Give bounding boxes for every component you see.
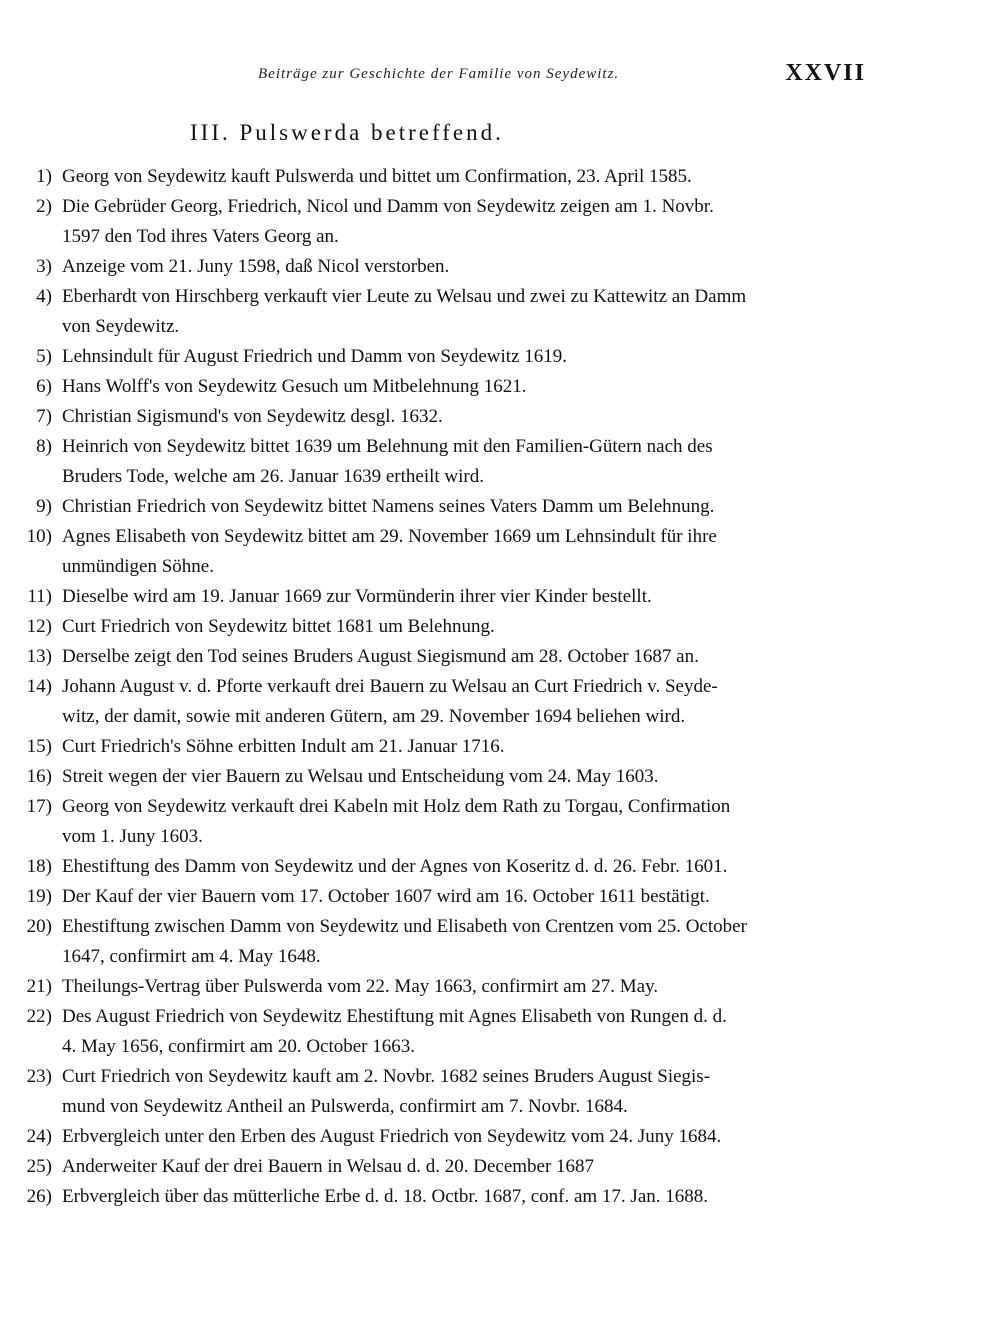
entry-number: 23) [26, 1066, 52, 1087]
entry-number: 11) [27, 586, 52, 607]
entry-text [62, 282, 866, 342]
entry-text [62, 162, 866, 192]
entry-text [62, 402, 866, 432]
entry-number: 4) [36, 286, 52, 307]
list-item [0, 162, 1000, 192]
entry-number: 22) [26, 1006, 52, 1027]
entry-number: 17) [26, 796, 52, 817]
list-item [0, 852, 1000, 882]
list-item [0, 672, 1000, 732]
entry-line: von Seydewitz. [62, 316, 180, 337]
entry-line: Anderweiter Kauf der drei Bauern in Welsau d. d. 20. December 1687 [62, 1156, 595, 1177]
entry-line: 1647, confirmirt am 4. May 1648. [62, 946, 321, 967]
entry-line: Hans Wolff's von Seydewitz Gesuch um Mitbelehnung 1621. [62, 376, 527, 397]
entry-line: Ehestiftung zwischen Damm von Seydewitz und Elisabeth von Crentzen vom 25. October [62, 916, 747, 937]
list-item [0, 912, 1000, 972]
entry-number: 19) [26, 886, 52, 907]
list-item [0, 342, 1000, 372]
entry-number: 16) [26, 766, 52, 787]
entry-text [62, 522, 866, 582]
entry-line: Curt Friedrich von Seydewitz kauft am 2. Novbr. 1682 seines Bruders August Siegis- [62, 1066, 711, 1087]
entry-number: 5) [36, 346, 52, 367]
entry-line: Christian Sigismund's von Seydewitz desgl. 1632. [62, 406, 443, 427]
entry-text [62, 852, 866, 882]
entry-line: Johann August v. d. Pforte verkauft drei Bauern zu Welsau an Curt Friedrich v. Seyde- [62, 676, 718, 697]
entry-line: Georg von Seydewitz verkauft drei Kabeln mit Holz dem Rath zu Torgau, Confirmation [62, 796, 731, 817]
section-heading: III. Pulswerda betreffend. [190, 120, 504, 145]
entry-line: Lehnsindult für August Friedrich und Damm von Seydewitz 1619. [62, 346, 568, 367]
list-item [0, 882, 1000, 912]
entry-number: 26) [26, 1186, 52, 1207]
list-item [0, 972, 1000, 1002]
entry-list [0, 162, 1000, 1212]
entry-line: Anzeige vom 21. Juny 1598, daß Nicol verstorben. [62, 256, 450, 277]
entry-line: unmündigen Söhne. [62, 556, 214, 577]
entry-text [62, 252, 866, 282]
entry-number: 21) [26, 976, 52, 997]
entry-line: Agnes Elisabeth von Seydewitz bittet am 29. November 1669 um Lehnsindult für ihre [62, 526, 717, 547]
list-item [0, 192, 1000, 252]
entry-text [62, 1122, 866, 1152]
entry-number: 1) [36, 166, 52, 187]
entry-text [62, 882, 866, 912]
entry-number: 7) [36, 406, 52, 427]
entry-line: Erbvergleich unter den Erben des August Friedrich von Seydewitz vom 24. Juny 1684. [62, 1126, 722, 1147]
entry-text [62, 792, 866, 852]
list-item [0, 1122, 1000, 1152]
entry-line: Erbvergleich über das mütterliche Erbe d. d. 18. Octbr. 1687, conf. am 17. Jan. 1688. [62, 1186, 709, 1207]
list-item [0, 1002, 1000, 1062]
list-item [0, 1062, 1000, 1122]
running-head [0, 60, 1000, 90]
list-item [0, 1152, 1000, 1182]
entry-number: 10) [26, 526, 52, 547]
entry-text [62, 1062, 866, 1122]
entry-number: 15) [26, 736, 52, 757]
entry-text [62, 342, 866, 372]
entry-line: Ehestiftung des Damm von Seydewitz und der Agnes von Koseritz d. d. 26. Febr. 1601. [62, 856, 728, 877]
entry-line: Theilungs-Vertrag über Pulswerda vom 22. May 1663, confirmirt am 27. May. [62, 976, 659, 997]
entry-line: 4. May 1656, confirmirt am 20. October 1663. [62, 1036, 416, 1057]
list-item [0, 732, 1000, 762]
entry-line: Des August Friedrich von Seydewitz Ehestiftung mit Agnes Elisabeth von Rungen d. d. [62, 1006, 727, 1027]
entry-number: 8) [36, 436, 52, 457]
entry-text [62, 372, 866, 402]
entry-line: Streit wegen der vier Bauern zu Welsau und Entscheidung vom 24. May 1603. [62, 766, 659, 787]
list-item [0, 642, 1000, 672]
list-item [0, 432, 1000, 492]
entry-text [62, 192, 866, 252]
entry-text [62, 432, 866, 492]
list-item [0, 612, 1000, 642]
entry-text [62, 582, 866, 612]
list-item [0, 282, 1000, 342]
entry-number: 3) [36, 256, 52, 277]
entry-text [62, 732, 866, 762]
entry-text [62, 762, 866, 792]
entry-line: witz, der damit, sowie mit anderen Gütern, am 29. November 1694 beliehen wird. [62, 706, 686, 727]
list-item [0, 492, 1000, 522]
list-item [0, 792, 1000, 852]
entry-number: 12) [26, 616, 52, 637]
entry-text [62, 612, 866, 642]
entry-number: 6) [36, 376, 52, 397]
entry-number: 2) [36, 196, 52, 217]
entry-text [62, 1002, 866, 1062]
list-item [0, 582, 1000, 612]
entry-number: 13) [26, 646, 52, 667]
entry-number: 20) [26, 916, 52, 937]
page-number: XXVII [785, 60, 866, 86]
entry-text [62, 1152, 866, 1182]
entry-number: 14) [26, 676, 52, 697]
entry-line: Christian Friedrich von Seydewitz bittet Namens seines Vaters Damm um Belehnung. [62, 496, 715, 517]
entry-text [62, 1182, 866, 1212]
entry-number: 18) [26, 856, 52, 877]
list-item [0, 402, 1000, 432]
entry-line: mund von Seydewitz Antheil an Pulswerda, confirmirt am 7. Novbr. 1684. [62, 1096, 628, 1117]
list-item [0, 1182, 1000, 1212]
entry-text [62, 912, 866, 972]
list-item [0, 522, 1000, 582]
entry-number: 24) [26, 1126, 52, 1147]
entry-text [62, 972, 866, 1002]
entry-line: Derselbe zeigt den Tod seines Bruders August Siegismund am 28. October 1687 an. [62, 646, 699, 667]
list-item [0, 252, 1000, 282]
list-item [0, 372, 1000, 402]
entry-text [62, 642, 866, 672]
entry-line: Georg von Seydewitz kauft Pulswerda und bittet um Confirmation, 23. April 1585. [62, 166, 692, 187]
entry-line: Bruders Tode, welche am 26. Januar 1639 ertheilt wird. [62, 466, 485, 487]
entry-number: 9) [36, 496, 52, 517]
entry-line: vom 1. Juny 1603. [62, 826, 203, 847]
running-title: Beiträge zur Geschichte der Familie von Seydewitz. [258, 66, 620, 82]
entry-line: Eberhardt von Hirschberg verkauft vier Leute zu Welsau und zwei zu Kattewitz an Damm [62, 286, 747, 307]
entry-line: Dieselbe wird am 19. Januar 1669 zur Vormünderin ihrer vier Kinder bestellt. [62, 586, 652, 607]
entry-line: 1597 den Tod ihres Vaters Georg an. [62, 226, 339, 247]
entry-text [62, 672, 866, 732]
entry-line: Curt Friedrich von Seydewitz bittet 1681 um Belehnung. [62, 616, 495, 637]
list-item [0, 762, 1000, 792]
entry-number: 25) [26, 1156, 52, 1177]
entry-line: Curt Friedrich's Söhne erbitten Indult am 21. Januar 1716. [62, 736, 505, 757]
entry-line: Die Gebrüder Georg, Friedrich, Nicol und Damm von Seydewitz zeigen am 1. Novbr. [62, 196, 714, 217]
entry-line: Heinrich von Seydewitz bittet 1639 um Belehnung mit den Familien-Gütern nach des [62, 436, 713, 457]
entry-text [62, 492, 866, 522]
entry-line: Der Kauf der vier Bauern vom 17. October 1607 wird am 16. October 1611 bestätigt. [62, 886, 710, 907]
